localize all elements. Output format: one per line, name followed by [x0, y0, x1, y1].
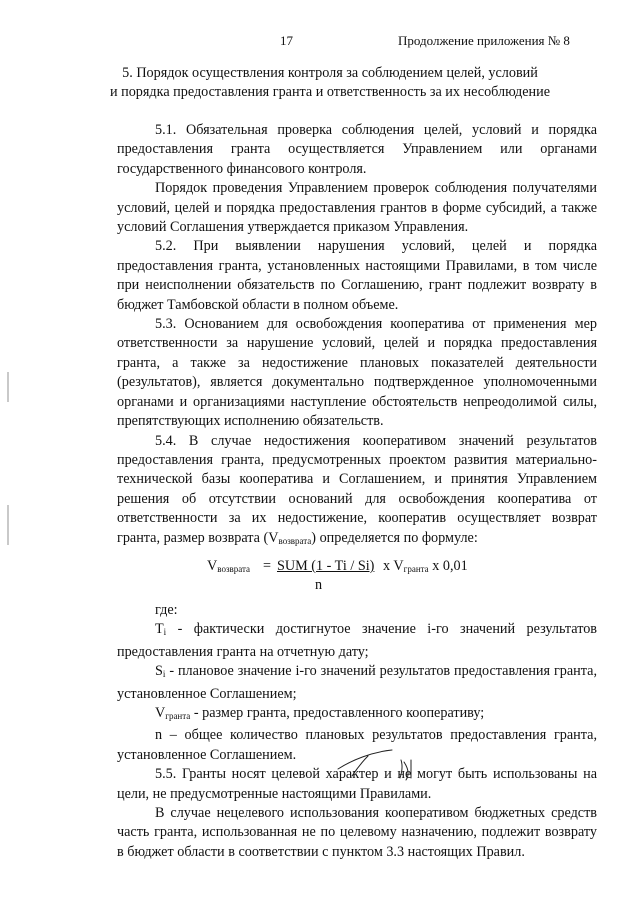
ti-definition: - фактически достигнутое значение i-го значений результатов предоставления гранта на отчетную дату; — [117, 621, 597, 660]
formula-grant-subscript: гранта — [403, 563, 429, 574]
formula-v-grant-symbol: x V — [383, 557, 404, 574]
formula-equals: = — [263, 557, 272, 574]
ti-subscript: i — [163, 627, 167, 638]
definition-n: n – общее количество плановых результатов предоставления гранта, установленное Соглашением. — [117, 727, 597, 763]
vg-definition: - размер гранта, предоставленного кооперативу; — [190, 704, 485, 721]
paragraph-5-3: 5.3. Основанием для освобождения кооператива от применения мер ответственности за нарушение условий, целей и порядка предоставления гранта, а также за недостижение плановых показателей деятельности (результатов), является документально подтвержденное уполномоченными органами и организациями наступление обстоятельств непреодолимой силы, препятствующих исполнению обязательств. — [117, 316, 597, 430]
ti-symbol: T — [155, 621, 164, 638]
vg-subscript: гранта — [165, 710, 191, 721]
where-label: где: — [155, 601, 178, 618]
paragraph-5-2: 5.2. При выявлении нарушения условий, целей и порядка предоставления гранта, установленных настоящими Правилами, в том числе при неисполнении обязательств по Соглашению, грант подлежит возврату в бюджет Тамбовской области в полном объеме. — [117, 238, 597, 313]
formula-denominator: n — [315, 576, 323, 593]
page-number: 17 — [280, 33, 293, 48]
formula-lhs-subscript: возврата — [217, 563, 251, 574]
si-definition: - плановое значение i-го значений результатов предоставления гранта, установленное Соглашением; — [117, 663, 597, 702]
vg-symbol: V — [155, 704, 166, 721]
appendix-continuation: Продолжение приложения № 8 — [398, 33, 570, 48]
si-subscript: i — [162, 669, 166, 680]
paragraph-5-1-procedure: Порядок проведения Управлением проверок соблюдения получателями условий, целей и порядка предоставления грантов в форме субсидий, а также условий Соглашения утверждается приказом Управления. — [117, 180, 597, 236]
paragraph-5-4-tail: ) определяется по формуле: — [311, 529, 478, 546]
paragraph-5-5-misuse: В случае нецелевого использования кооперативом бюджетных средств часть гранта, использованная не по целевому назначению, подлежит возврату в бюджет области в соответствии с пунктом 3.3 настоящих Правил. — [117, 805, 597, 860]
section-title-line-2: и порядка предоставления гранта и ответственность за их несоблюдение — [109, 84, 550, 100]
formula-coefficient: x 0,01 — [432, 557, 468, 574]
paragraph-5-4-text: 5.4. В случае недостижения кооперативом значений результатов предоставления гранта, предусмотренных проектом развития материально-технической базы кооператива и Соглашением, и принятия Управлением решения об отсутствии оснований для освобождения кооператива от ответственности за их недостижение, кооператив осуществляет возврат гранта, размер возврата (V — [117, 432, 597, 546]
section-title-line-1: 5. Порядок осуществления контроля за соблюдением целей, условий — [122, 65, 538, 81]
paragraph-5-5: 5.5. Гранты носят целевой характер и не могут быть использованы на цели, не предусмотренные настоящими Правилами. — [117, 766, 597, 802]
formula-numerator: SUM (1 - Ti / Si) — [277, 557, 375, 574]
si-symbol: S — [155, 663, 163, 680]
formula-lhs-symbol: V — [207, 557, 218, 574]
paragraph-5-1: 5.1. Обязательная проверка соблюдения целей, условий и порядка предоставления гранта осуществляется Управлением или органами государственного финансового контроля. — [117, 122, 597, 177]
v-return-subscript: возврата — [278, 535, 312, 546]
